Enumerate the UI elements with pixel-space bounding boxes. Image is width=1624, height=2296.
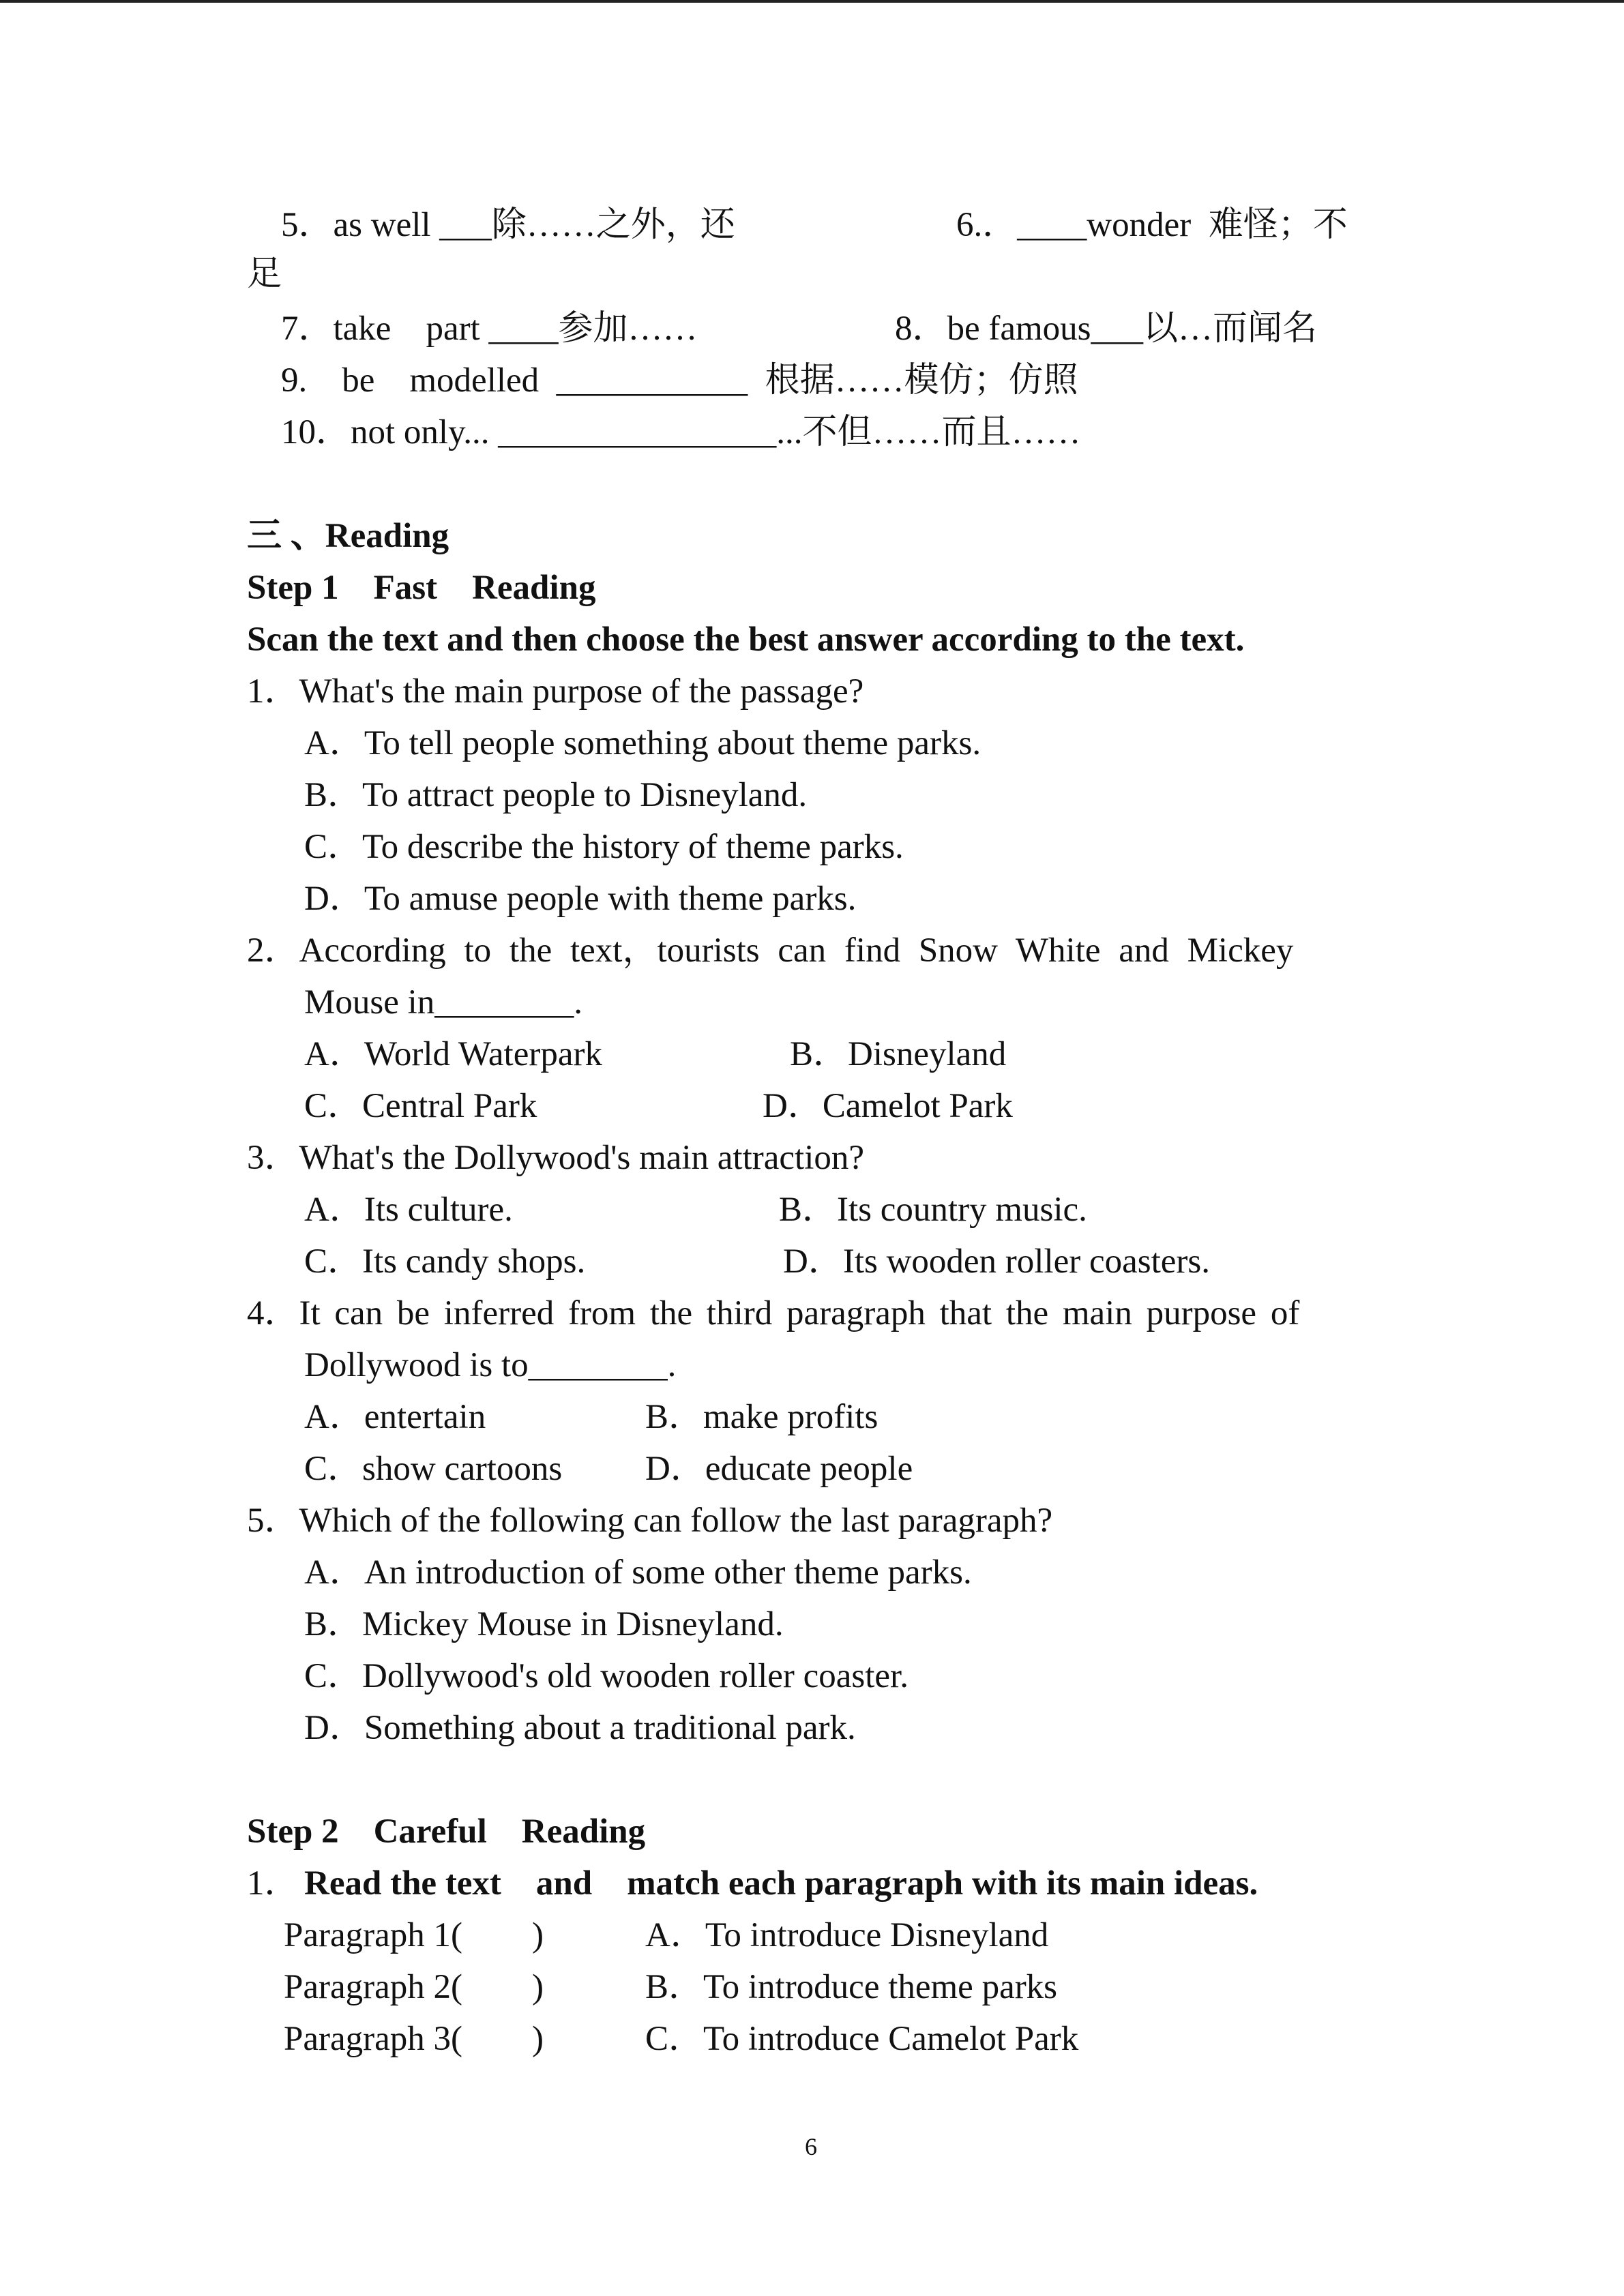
q2-option-d: D．Camelot Park: [763, 1087, 1013, 1125]
vocab-item-6-wrap: 足: [247, 255, 282, 293]
step1-title: Step 1 Fast Reading: [247, 569, 596, 607]
q4-option-c: C．show cartoons: [304, 1450, 563, 1488]
vocab-item-9: 9. be modelled ___________ 根据……模仿；仿照: [281, 361, 1078, 400]
page-number: 6: [805, 2133, 817, 2160]
match-paragraph-2: Paragraph 2( ): [284, 1968, 544, 2006]
match-paragraph-1: Paragraph 1( ): [284, 1916, 544, 1954]
q3-option-a: A．Its culture.: [304, 1191, 513, 1229]
vocab-item-8: 8．be famous___以…而闻名: [895, 310, 1318, 348]
q1-option-a: A．To tell people something about theme parks.: [304, 724, 981, 762]
q5-stem: 5．Which of the following can follow the last paragraph?: [247, 1502, 1053, 1540]
q4-option-b: B．make profits: [645, 1398, 879, 1436]
step2-q1-instruction: Read the text and match each paragraph with its main ideas.: [304, 1864, 1258, 1903]
q1-stem: 1．What's the main purpose of the passage?: [247, 672, 864, 711]
q1-option-d: D．To amuse people with theme parks.: [304, 880, 857, 918]
q3-stem: 3．What's the Dollywood's main attraction?: [247, 1139, 865, 1177]
vocab-item-10: 10．not only... ________________...不但……而且……: [281, 413, 1081, 451]
match-idea-c: C．To introduce Camelot Park: [645, 2020, 1079, 2058]
q2-stem-line2: Mouse in________.: [304, 983, 582, 1022]
q5-option-a: A．An introduction of some other theme parks.: [304, 1553, 972, 1592]
q3-option-d: D．Its wooden roller coasters.: [783, 1242, 1210, 1281]
step2-q1-number: 1．: [247, 1864, 299, 1903]
q4-stem-line1: 4．It can be inferred from the third paragraph that the main purpose of: [247, 1294, 1300, 1332]
q5-option-c: C．Dollywood's old wooden roller coaster.: [304, 1657, 909, 1695]
q4-option-a: A．entertain: [304, 1398, 486, 1436]
vocab-item-5: 5．as well ___除……之外，还: [281, 206, 735, 244]
q5-option-d: D．Something about a traditional park.: [304, 1709, 856, 1747]
q3-option-c: C．Its candy shops.: [304, 1242, 586, 1281]
match-idea-a: A．To introduce Disneyland: [645, 1916, 1049, 1954]
section-title: 三 、Reading: [247, 517, 449, 555]
match-paragraph-3: Paragraph 3( ): [284, 2020, 544, 2058]
q3-option-b: B．Its country music.: [779, 1191, 1087, 1229]
q4-stem-line2: Dollywood is to________.: [304, 1346, 677, 1384]
q2-stem-line1: 2．According to the text，tourists can find Snow White and Mickey: [247, 931, 1294, 970]
page-top-border: [0, 0, 1624, 3]
q4-option-d: D．educate people: [645, 1450, 913, 1488]
q2-option-c: C．Central Park: [304, 1087, 537, 1125]
vocab-item-6: 6.．____wonder 难怪；不: [956, 206, 1348, 244]
vocab-item-7: 7．take part ____参加……: [281, 310, 698, 348]
q5-option-b: B．Mickey Mouse in Disneyland.: [304, 1605, 784, 1643]
q2-option-b: B．Disneyland: [790, 1035, 1007, 1073]
step2-title: Step 2 Careful Reading: [247, 1813, 646, 1851]
q1-option-c: C．To describe the history of theme parks.: [304, 828, 904, 866]
match-idea-b: B．To introduce theme parks: [645, 1968, 1058, 2006]
step1-instruction: Scan the text and then choose the best answer according to the text.: [247, 621, 1245, 659]
q2-option-a: A．World Waterpark: [304, 1035, 602, 1073]
q1-option-b: B．To attract people to Disneyland.: [304, 776, 808, 814]
